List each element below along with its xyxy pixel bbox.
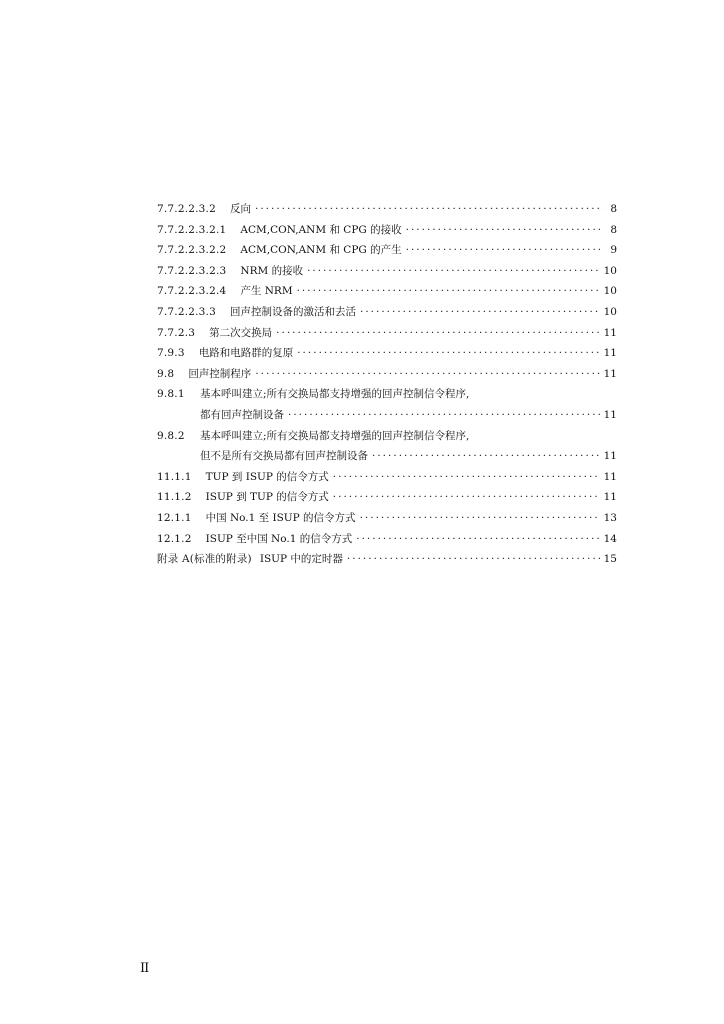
toc-leader-dots [406, 220, 603, 241]
toc-leader-dots [360, 508, 600, 529]
toc-entry-title: NRM 的接收 [240, 264, 304, 277]
toc-entry-page: 10 [603, 264, 617, 277]
toc-entry-title: ACM,CON,ANM 和 CPG 的接收 [240, 223, 402, 236]
toc-leader-dots [406, 240, 603, 261]
toc-leader-dots [307, 261, 600, 282]
toc-entry-page: 11 [603, 367, 617, 380]
toc-entry[interactable] [157, 549, 617, 570]
toc-entry-number: 11.1.2 [157, 491, 192, 504]
toc-entry-page: 9 [610, 244, 617, 257]
toc-entry-page: 13 [603, 511, 617, 524]
toc-entry-page: 11 [603, 408, 617, 421]
toc-entry-title: 第二次交换局 [209, 326, 273, 339]
toc-entry-title: TUP 到 ISUP 的信令方式 [205, 470, 329, 483]
toc-entry[interactable] [157, 364, 617, 385]
toc-entry-number: 7.7.2.2.3.2 [157, 203, 216, 215]
toc-entry-title: 产生 NRM [240, 285, 293, 298]
toc-entry[interactable] [157, 487, 617, 508]
toc-entry[interactable] [157, 302, 617, 323]
toc-entry[interactable] [157, 261, 617, 282]
toc-entry-number: 7.7.2.2.3.2.3 [157, 264, 227, 277]
toc-entry-page: 10 [603, 285, 617, 298]
toc-entry-title: 回声控制程序 [188, 367, 252, 380]
toc-leader-dots [333, 487, 600, 508]
toc-entry[interactable] [157, 426, 617, 467]
toc-leader-dots [276, 323, 599, 344]
toc-entry-page: 8 [610, 223, 617, 236]
toc-entry-number: 7.9.3 [157, 347, 185, 360]
toc-leader-dots [372, 446, 600, 467]
toc-entry[interactable] [157, 281, 617, 302]
toc-entry[interactable] [157, 240, 617, 261]
toc-entry-title-line1: 基本呼叫建立;所有交换局都支持增强的回声控制信令程序, [200, 388, 470, 401]
toc-entry-title: 反向 [229, 203, 251, 215]
toc-entry[interactable] [157, 220, 617, 241]
toc-entry[interactable] [157, 384, 617, 425]
toc-entry-title: ISUP 到 TUP 的信令方式 [205, 491, 329, 504]
toc-entry-page: 11 [603, 326, 617, 339]
toc-entry-page: 11 [603, 470, 617, 483]
toc-entry-page: 8 [610, 203, 617, 215]
toc-entry-number: 7.7.2.2.3.2.4 [157, 285, 227, 298]
toc-leader-dots [356, 529, 599, 550]
toc-leader-dots [347, 549, 600, 570]
toc-leader-dots [360, 302, 600, 323]
toc-entry-title: ACM,CON,ANM 和 CPG 的产生 [240, 244, 402, 257]
toc-entry[interactable] [157, 323, 617, 344]
table-of-contents [157, 199, 617, 570]
toc-entry-number: 12.1.2 [157, 532, 192, 545]
toc-entry-title: ISUP 中的定时器 [259, 553, 343, 566]
toc-entry-number: 7.7.2.2.3.2.1 [157, 223, 227, 236]
toc-entry[interactable] [157, 529, 617, 550]
toc-entry-page: 11 [603, 347, 617, 360]
toc-entry-title-line1: 基本呼叫建立;所有交换局都支持增强的回声控制信令程序, [200, 429, 470, 442]
toc-entry-number: 11.1.1 [157, 470, 192, 483]
toc-entry-title: ISUP 至中国 No.1 的信令方式 [205, 532, 353, 545]
toc-entry-page: 11 [603, 450, 617, 463]
toc-entry[interactable] [157, 467, 617, 488]
toc-leader-dots [255, 199, 603, 220]
toc-entry-page: 10 [603, 305, 617, 318]
toc-entry-number: 12.1.1 [157, 511, 192, 524]
toc-leader-dots [297, 281, 600, 302]
toc-entry-number: 7.7.2.2.3.2.2 [157, 244, 227, 257]
toc-entry[interactable] [157, 508, 617, 529]
toc-entry-title-line2: 都有回声控制设备 [200, 408, 284, 421]
toc-entry-number: 7.7.2.3 [157, 326, 196, 339]
toc-entry-page: 14 [603, 532, 617, 545]
toc-leader-dots [288, 405, 600, 426]
toc-leader-dots [297, 343, 599, 364]
toc-entry-page: 11 [603, 491, 617, 504]
toc-entry[interactable] [157, 199, 617, 220]
toc-entry-number: 附录 A(标准的附录) [157, 553, 252, 566]
toc-leader-dots [333, 467, 600, 488]
toc-entry-title: 电路和电路群的复原 [198, 347, 294, 360]
page-number-roman: II [140, 961, 149, 976]
toc-entry-number: 7.7.2.2.3.3 [157, 305, 216, 318]
toc-entry-number: 9.8 [157, 367, 175, 380]
toc-entry-number: 9.8.2 [157, 429, 185, 442]
toc-entry-title-line2: 但不是所有交换局都有回声控制设备 [200, 450, 368, 463]
toc-entry-title: 中国 No.1 至 ISUP 的信令方式 [205, 511, 356, 524]
toc-leader-dots [255, 364, 599, 385]
toc-entry-page: 15 [603, 553, 617, 566]
toc-entry-number: 9.8.1 [157, 388, 185, 401]
toc-entry[interactable] [157, 343, 617, 364]
toc-entry-title: 回声控制设备的激活和去活 [229, 305, 356, 318]
